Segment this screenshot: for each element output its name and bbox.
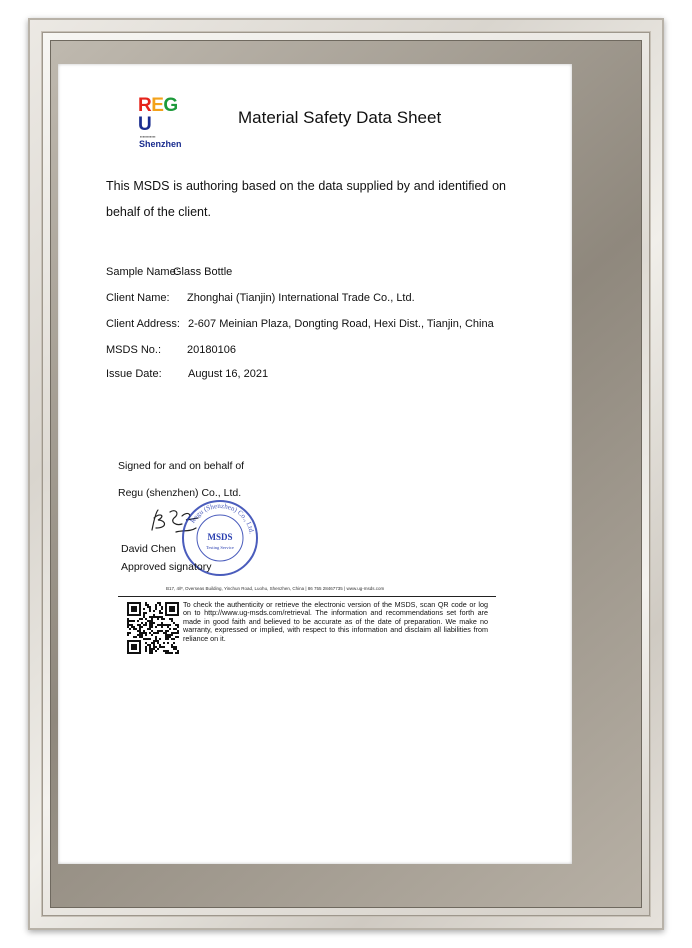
field-label: MSDS No.:	[106, 344, 162, 356]
regu-logo	[138, 95, 188, 149]
field-value: Glass Bottle	[173, 266, 233, 278]
stamp-center-text: MSDS	[207, 532, 233, 542]
field-label: Issue Date:	[106, 368, 162, 380]
logo-tagline-graphic: ▪▪▪▪▪▪▪▪▪▪▪	[140, 134, 156, 139]
intro-paragraph: This MSDS is authoring based on the data supplied by and identified on behalf of the client.	[106, 179, 506, 219]
stamp-sub-text: Testing Service	[206, 545, 234, 550]
field-value: 20180106	[187, 344, 236, 356]
authenticity-notice: To check the authenticity or retrieve the electronic version of the MSDS, scan QR code or log on to http://www.ug-msds.com/retrieval. The information and recommendations set forth are made in good faith and believed to be accurate as of the date of preparation. We make no warranty, expressed or implied, with respect to this information and disclaim all liabilities from reliance on it.	[183, 600, 488, 643]
logo-letter-r: R	[138, 95, 152, 116]
signatory-name: David Chen	[121, 543, 176, 555]
document-title: Material Safety Data Sheet	[238, 108, 442, 127]
field-label: Client Address:	[106, 318, 180, 330]
signed-for-text: Signed for and on behalf of	[118, 460, 245, 472]
signatory-role: Approved signatory	[121, 561, 212, 573]
field-label: Sample Name:	[106, 266, 179, 278]
footer-address: B17, 4/F, Overseas Building, Yinchun Road, Luohu, Shenzhen, China | 86 755 28467735 | www.ug-msds.com	[166, 586, 385, 591]
footer-divider	[118, 596, 496, 597]
field-value: August 16, 2021	[188, 368, 269, 380]
field-value: Zhonghai (Tianjin) International Trade Co., Ltd.	[187, 292, 415, 304]
company-name: Regu (shenzhen) Co., Ltd.	[118, 487, 242, 499]
field-label: Client Name:	[106, 292, 170, 304]
stamp-ring-text: Regu (Shenzhen) Co., Ltd.	[188, 501, 256, 535]
logo-letter-e: E	[151, 95, 164, 116]
logo-letter-u: U	[138, 114, 152, 135]
field-value: 2-607 Meinian Plaza, Dongting Road, Hexi Dist., Tianjin, China	[188, 318, 494, 330]
logo-letter-g: G	[163, 95, 178, 116]
logo-brand	[138, 96, 188, 134]
qr-code[interactable]	[127, 602, 179, 654]
logo-city: Shenzhen	[139, 139, 182, 149]
